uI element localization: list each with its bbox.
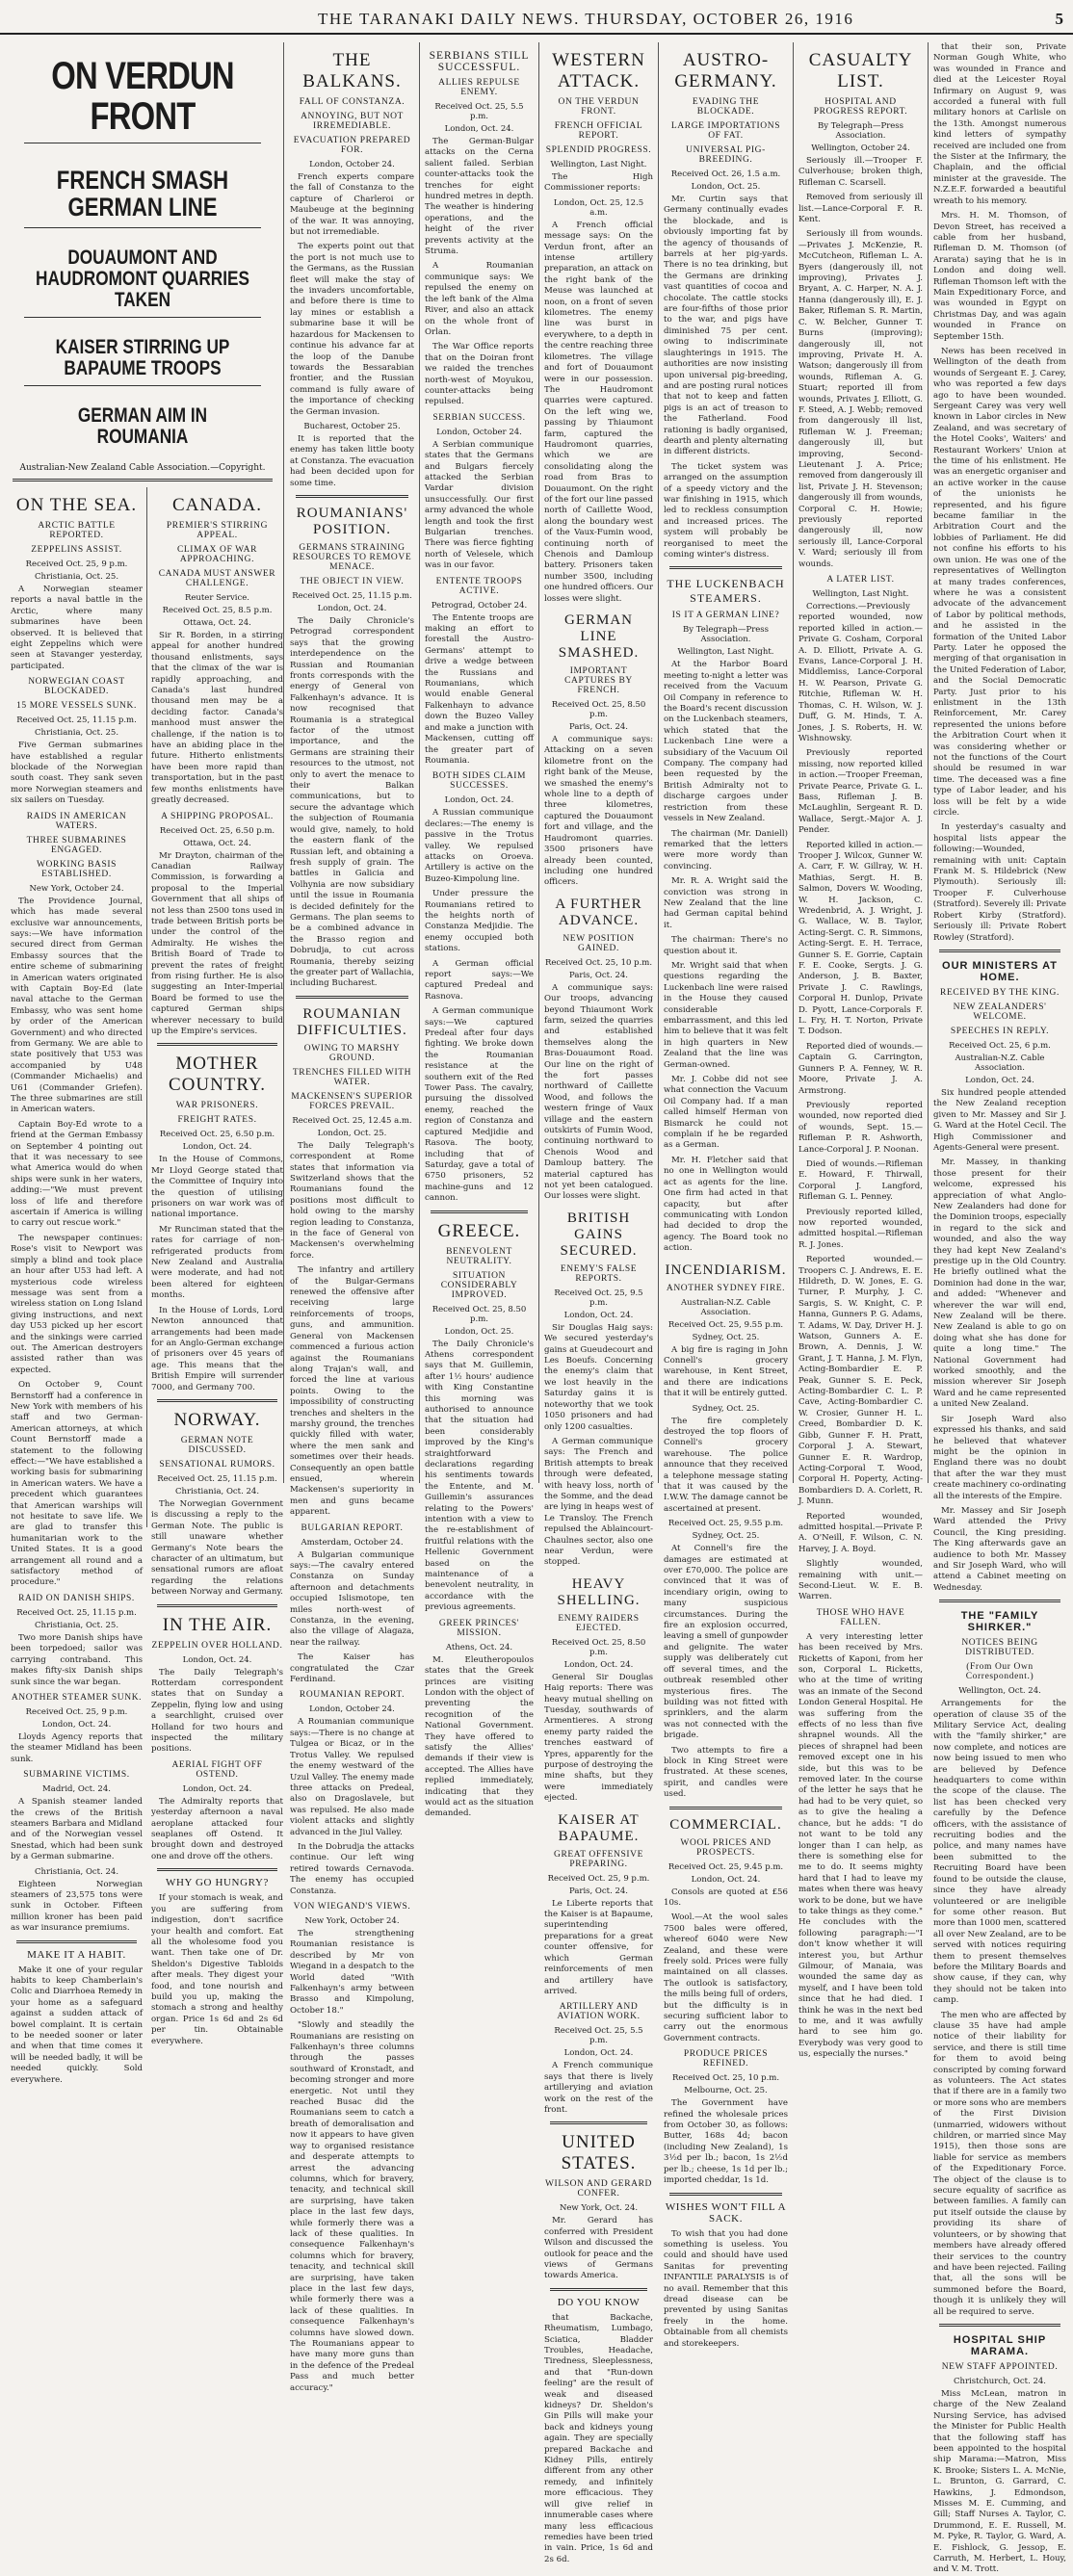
- dateline: London, Oct. 24.: [444, 124, 514, 134]
- lead-deck-3: GERMAN AIM IN ROUMANIA: [77, 403, 208, 448]
- section-title-sea: ON THE SEA.: [15, 495, 138, 516]
- paragraph: In the House of Lords, Lord Newton announced that arrangements had been made for an Anglo-German exchange of prisoners over 45 years of age. This means that the British Empire will surrender 7000, and Germany 700.: [151, 1305, 283, 1392]
- subhead: EVADING THE BLOCKADE.: [692, 97, 760, 117]
- dateline: Paris, Oct. 24.: [568, 1886, 629, 1896]
- dateline: London, Oct. 24.: [182, 1654, 252, 1665]
- paragraph: Mr. R. A. Wright said the conviction was strong in New Zealand that the line had German capital behind it.: [664, 876, 788, 930]
- column-austro-germany: [659, 42, 794, 2349]
- lead-subheadline: FRENCH SMASH GERMAN LINE: [56, 166, 229, 222]
- subhead: ALLIES REPULSE ENEMY.: [438, 78, 520, 97]
- lead-deck-1: DOUAUMONT AND HAUDROMONT QUARRIES TAKEN: [36, 246, 249, 311]
- dateline: Received Oct. 25, 9 p.m.: [25, 1706, 128, 1717]
- column-serbians: [420, 42, 539, 1819]
- paragraph: A German communique says: The French and British attempts to break through were defeated, with heavy loss, north of the Somme, and the dead are lying in heaps west of Le Transloy. The French repulsed the Ablaincourt-Chaulnes sector, also one near Verdun, were stopped.: [544, 1436, 653, 1568]
- subhead: OWING TO MARSHY GROUND.: [303, 1043, 401, 1063]
- dateline: Athens, Oct. 24.: [445, 1642, 513, 1652]
- dateline: Received Oct. 25, 6 p.m.: [949, 1040, 1051, 1051]
- paragraph: Eighteen Norwegian steamers of 23,575 tons were sunk in October. Fifteen million kroner has been paid as war insurance premiums.: [11, 1879, 143, 1934]
- subhead: ON THE VERDUN FRONT.: [558, 97, 640, 117]
- paragraph: A Roumanian communique says: We repulsed the enemy on the left bank of the Alma River, and also an attack on the whole front of Orlan.: [425, 261, 534, 337]
- paragraph: General Sir Douglas Haig reports: There was heavy mutual shelling on Tuesday, southwards of Armentieres. A strong enemy party raided the trenches eastward of Ypres, apparently for the purpose of destroying the mine shafts, but they were immediately ejected.: [544, 1672, 653, 1804]
- subhead: NEW POSITION GAINED.: [563, 933, 635, 953]
- paragraph: Lloyds Agency reports that the steamer Midland has been sunk.: [11, 1731, 143, 1764]
- column-right: [929, 42, 1071, 2575]
- dateline: New York, October 24.: [304, 1915, 400, 1926]
- paragraph: The Daily Telegraph's correspondent at Rome states that information via Switzerland shows that the Roumanians found the positions most difficult to hold owing to the marshy region leading to Constanza, in the face of General von Mackensen's overwhelming force.: [290, 1140, 414, 1261]
- paragraph: Mrs. H. M. Thomson, of Devon Street, has received a cable from her husband, Rifleman D. M. Thomson (of Ararata) saying that he is in London and doing well. Rifleman Thomson left with the Main Expeditionary Force, and was wounded in Egypt on Christmas Day, and was again wounded in France on September 15th.: [933, 211, 1066, 342]
- paragraph: Miss McLean, matron in charge of the New Zealand Nursing Service, has advised the Minister for Public Health that the following staff has been appointed to the hospital ship Marama:—Matron, Miss K. Brooke; Sisters L. A. McNie, L. Brunton, G. Garrard, C. Hawkins, J. Edmondson, Misses M. E. Cumming, and Gill; Staff Nurses A. Taylor, C. Drummond, E. E. Russell, M. M. Pyke, R. Taylor, G. Ward, A. E. Fishlock, G. Jessop, E. Carruth, M. Herbert, L. Houy, and V. M. Trott.: [933, 2388, 1066, 2575]
- section-title-luckenbach: THE LUCKENBACH STEAMERS.: [667, 577, 785, 606]
- subhead: SPEECHES IN REPLY.: [950, 1026, 1050, 1036]
- subhead: FREIGHT RATES.: [177, 1115, 257, 1126]
- dateline: Wellington, Last Night.: [677, 647, 774, 658]
- subhead: SENSATIONAL RUMORS.: [159, 1459, 275, 1470]
- paragraph: It is reported that the enemy has taken little booty at Constanza. The evacuation had been decided upon for some time.: [290, 433, 414, 488]
- paragraph: News has been received in Wellington of the death from wounds of Sergeant E. J. Carey, who was reported a few days ago to have been wounded. Sergeant Carey was very well known in Labor circles in New Zealand, and was secretary of the Hotel Cooks', Waiters' and Restaurant Workers' Union at the time of his enlistment. He was an energetic organiser and an active worker in the cause of the unionists he represented, and his figure became familiar in the Arbitration Court and the lobbies of Parliament. He did not confine his efforts to his own union. He was one of the representatives of Wellington at many trades conferences, where he was a consistent advocate of the advancement of Labor by political methods, and he assisted in the formation of the United Labor Party. Later he opposed the merging of that organisation in the United Federation of Labor, and the Social Democratic Party. Just prior to his enlistment in the 13th Reinforcement, Mr. Carey represented the unions before the Arbitration Court when it was considering whether or not the functions of the Court should be resumed in war time. The deceased was a fine type of Labor leader, and his loss will be felt by a wide circle.: [933, 346, 1066, 819]
- dateline: Received Oct. 25, 9 p.m.: [25, 559, 128, 570]
- paragraph: Sir R. Borden, in a stirring appeal for another hundred thousand enlistments, says that the climax of the war is rapidly approaching, and Canada's last hundred thousand men may be a deciding factor. Canada's manhood must answer the challenge, if the nation is to have an abiding place in the future. Hitherto enlistments have been more rapid than transportation, but in the past few months enlistments have greatly decreased.: [151, 631, 283, 806]
- paragraph: Removed from seriously ill list.—Lance-Corporal F. R. Kent.: [798, 193, 923, 225]
- paragraph: Reported wounded, admitted hospital.—Private P. A. O'Neill, F. Wilson, C. N. Harvey, J. A. Boyd.: [798, 1511, 923, 1554]
- dateline: Received Oct. 25, 8.50 p.m.: [551, 700, 646, 720]
- advert-text: To wish that you had done something is useless. You could and should have used Sanitas for preventing INFANTILE PARALYSIS is of no avail. Remember that this dread disease can be prevented by using Sanitas freely in the home. Obtainable from all chemists and storekeepers.: [664, 2228, 788, 2349]
- paragraph: The fire completely destroyed the top floors of Connell's grocery warehouse. The police announce that they received a telephone message stating that it was caused by the I.W.W. The damage cannot be ascertained at present.: [664, 1416, 788, 1514]
- advert-text: If your stomach is weak, and you are suffering from indigestion, don't sacrifice your health and comfort. Eat all the wholesome food you want. Then take one of Dr. Sheldon's Digestive Tabloids after meals. They digest your food, and tone nourish and build you up, making the stomach a strong and healthy organ. Price 1s 6d and 2s 6d per tin. Obtainable everywhere.: [151, 1893, 283, 2046]
- section-title: HEAVY SHELLING.: [557, 1575, 641, 1608]
- paragraph: The Kaiser has congratulated the Czar Ferdinand.: [290, 1652, 414, 1685]
- paragraph: At Connell's fire the damages are estimated at over £70,000. The police are convinced that it was of incendiary origin, owing to many suspicious circumstances. During the fire an explosion occurred, leaving a smell of gunpowder and gelignite. The water supply was deliberately cut off several times, and the outbreak resembled other mysterious fires. The building was not fitted with sprinklers, and the alarm was not connected with the brigade.: [664, 1544, 788, 1741]
- dateline: Received Oct. 25, 9.5 p.m.: [554, 1288, 643, 1308]
- dateline: Sydney, Oct. 25.: [692, 1332, 760, 1342]
- paragraph: A Russian communique declares:—The enemy is passive in the Trotus valley. We repulsed attacks on Oroeva. Artillery is active on the Buzeo-Kimpolung line.: [425, 808, 534, 884]
- section-title-greece: GREECE.: [437, 1220, 521, 1241]
- paragraph: A communique says: Our troops, advancing beyond Thiaumont Work farm, seized the quarries and established themselves along the Bras-Douaumont Road. Our line on the right of the fort passes northward of Caillette Wood, and follows the western fringe of Vaux village and the eastern outskirts of Fumin Wood, continuing northward to Chenois Wood and Damloup battery. The material captured has not yet been catalogued. Our losses were slight.: [544, 982, 653, 1202]
- subhead: VON WIEGAND'S VIEWS.: [293, 1901, 411, 1912]
- subhead: IMPORTANT CAPTURES BY FRENCH.: [564, 666, 633, 696]
- section-title-in-the-air: IN THE AIR.: [162, 1614, 273, 1635]
- dateline: Received Oct. 25, 10 p.m.: [544, 957, 653, 968]
- subhead: WORKING BASIS ESTABLISHED.: [36, 859, 117, 879]
- paragraph: A French official message says: On the Verdun front, after an intense artillery preparation, an attack on the right bank of the Meuse was launched at noon, on a front of seven kilometres. The enemy line was burst in everywhere, to a depth in the centre reaching three kilometres. The village and fort of Douaumont were in our possession. The Haudromont quarries were captured. On the left wing we, passing by Thiaumont farm, captured the Haudromont quarries, which we are consolidating along the road from Bras to Douaumont. On the right of the fort our line passed north of Caillette Wood, along the boundary west of the Vaux-Fumin wood, continuing north of Chenois and Damloup battery. Prisoners taken number 3500, including one hundred officers. Our losses were slight.: [544, 220, 653, 604]
- dateline: Received Oct. 25, 6.50 p.m.: [159, 1130, 275, 1140]
- section-title-our-ministers: OUR MINISTERS AT HOME.: [942, 959, 1058, 983]
- paragraph: The German-Bulgar attacks on the Cerna salient failed. Serbian counter-attacks took the trenches for eight hundred metres in depth. The weather is hindering operations, and the height of the river prevents activity at the Struma.: [425, 137, 534, 257]
- subhead: THE OBJECT IN VIEW.: [300, 576, 405, 586]
- dateline: London, Oct. 25.: [444, 1326, 514, 1337]
- paragraph: Mr. H. Fletcher said that no one in Wellington would act as agents for the line. One firm had acted in that capacity, but after communicating with London had decided to drop the agency. The Board took no action.: [664, 1155, 788, 1254]
- section-title: ROUMANIAN DIFFICULTIES.: [297, 1005, 407, 1038]
- subhead: RECEIVED BY THE KING.: [940, 987, 1060, 998]
- subhead: WILSON AND GERARD CONFER.: [544, 2179, 652, 2199]
- dateline: New York, Oct. 24.: [559, 2203, 639, 2214]
- paragraph: In the Dobrudja the attacks continue. Our left wing retired towards Cernavoda. The enemy has occupied Constanza.: [290, 1841, 414, 1896]
- subhead: A SHIPPING PROPOSAL.: [161, 811, 274, 821]
- dateline: Received Oct. 25, 11.15 p.m.: [16, 716, 137, 726]
- subhead: ENEMY'S FALSE REPORTS.: [560, 1263, 638, 1284]
- section-title-serbians: SERBIANS STILL SUCCESSFUL.: [429, 50, 530, 73]
- section-title-balkans: THE BALKANS.: [302, 50, 402, 91]
- subhead: 15 MORE VESSELS SUNK.: [16, 701, 137, 712]
- subhead: ZEPPELIN OVER HOLLAND.: [151, 1640, 283, 1651]
- paragraph: The men who are affected by clause 35 have had ample notice of their liability for service, and there is still time for them to avoid being conscripted by coming forward as volunteers. The Act states that if there are in a family two or more sons who are members of the First Division (unmarried, widowers without children, or married since May 1915), then those sons are liable for service as members of the Expeditionary Force. The object of the clause is to secure equality of sacrifice as between families. A family can put itself outside the clause by providing its share of volunteers, or by showing that members have already offered their services to the country and have been rejected. Failing that, all the sons will be summoned before the Board, though it is unlikely they will all be required to serve.: [933, 2010, 1066, 2317]
- paragraph: Six hundred people attended the New Zealand reception given to Mr. Massey and Sir J. G. Ward at the Hotel Cecil. The High Commissioner and Agents-General were present.: [933, 1087, 1066, 1153]
- paragraph: The chairman (Mr. Daniell) remarked that the letters were more wordy than convincing.: [664, 828, 788, 872]
- subhead: PREMIER'S STIRRING APPEAL.: [166, 521, 269, 541]
- dateline: Madrid, Oct. 24.: [42, 1784, 111, 1795]
- column-canada: [147, 487, 287, 2051]
- dateline: Christiania, Oct. 24.: [34, 1866, 119, 1877]
- dateline: Received Oct. 25, 9.55 p.m.: [667, 1319, 784, 1330]
- paragraph: A Roumanian communique says:—There is no change at Tulgea or Bicaz, or in the Trotus Valley. We repulsed the enemy westward of the Uzul Valley. The enemy made three attacks on Predeal, also on Dragoslavele, but was repulsed. He also made violent attacks and slightly advanced in the Jiul Valley.: [290, 1717, 414, 1837]
- dateline: London, Oct. 25.: [317, 1128, 387, 1138]
- section-title-canada: CANADA.: [171, 495, 263, 516]
- dateline: Received Oct. 25, 5.5 p.m.: [434, 102, 524, 121]
- subhead: GERMANS STRAINING RESOURCES TO REMOVE MENACE.: [292, 542, 412, 572]
- newspaper-title: THE TARANAKI DAILY NEWS. THURSDAY, OCTOBER 26, 1916: [318, 10, 854, 28]
- subhead: ANOTHER STEAMER SUNK.: [11, 1692, 143, 1703]
- paragraph: Mr. J. Cobbe did not see what connection the Vacuum Oil Company had. If a man called himself Herman von Bismarck he could not complain if he be regarded as a German.: [664, 1075, 788, 1151]
- paragraph: Two more Danish ships have been torpedoed; sailor was carrying contraband. This makes fifty-six Danish ships sunk since the war began.: [11, 1632, 143, 1687]
- dateline: Ottawa, Oct. 24.: [183, 838, 251, 848]
- paragraph: Slightly wounded, remaining with unit.—Second-Lieut. W. E. B. Warren.: [798, 1559, 923, 1602]
- dateline: Petrograd, October 24.: [431, 600, 528, 611]
- paragraph: "Slowly and steadily the Roumanians are resisting on Falkenhayn's three columns through the passes southward of Kronstadt, and becoming stronger and more energetic. Not until they reached Busac did the Roumanians seem to catch a breath of demoralisation and now it appears to have given way to organised resistance and desperate attempts to arrest the advancing columns, which for bravery, tenacity, and technical skill are surprising, have taken place in the last few days, while formerly there was a lack of these qualities. In consequence Falkenhayn's columns which for bravery, tenacity, and technical skill are surprising, have taken place in the last few days, while formerly there was a lack of these qualities. In consequence Falkenhayn's columns have slowed down. The Roumanians appear to have many more guns than in the defence of the Predeal Pass and much better accuracy.": [290, 2020, 414, 2393]
- subhead: NOTICES BEING DISTRIBUTED.: [961, 1638, 1038, 1658]
- subhead: ARCTIC BATTLE REPORTED.: [38, 521, 116, 541]
- dateline: Received Oct. 25, 5.5 p.m.: [554, 2026, 643, 2046]
- paragraph: Seriously ill from wounds.—Privates J. McKenzie, R. McCutcheon, Rifleman L. A. Byers (dangerously ill, not improving), Privates J. Bryant, A. C. Harper, N. A. J. Hanna (dangerously ill), E. J. Baker, Rifleman S. R. Martin, C. W. Belcher, Gunner T. Burns (improving); dangerously ill, not improving, Private H. A. Watson; dangerously ill from wounds, Rifleman A. G. Stuart; reported ill from wounds, Privates J. Elliott, G. F. Steed, A. J. Webb; removed from dangerously ill list, Rifleman W. J. Freeman; dangerously ill, but improving, Second-Lieutenant J. A. Price; removed from dangerously ill list, Private J. H. Stevenson; dangerously ill from wounds, Corporal C. H. Howie; previously reported dangerously ill, now seriously ill, Lance-Corporal V. Ward; seriously ill from wounds.: [798, 229, 923, 569]
- dateline: Received Oct. 25, 8.50 p.m.: [432, 1304, 527, 1324]
- subhead: A LATER LIST.: [826, 575, 895, 585]
- dateline: Christiania, Oct. 25.: [34, 1620, 119, 1630]
- paragraph: Mr. Curtin says that Germany continually evades the blockade, and is obviously importing fat by the agency of thousands of barrels at her pig-yards. There is no tea drinking, but the Germans are drinking vast quantities of cocoa and chocolate. The cattle stocks are four-fifths of those prior to the war, and pigs have diminished 75 per cent. owing to indiscriminate slaughterings in 1915. The authorities are now insisting upon universal pig-breeding, and are posting rural notices that not to keep and fatten pigs is an act of treason to the Fatherland. Food rationing is badly organised, dearth and plenty alternating in different districts.: [664, 195, 788, 457]
- dateline: London, Oct. 25, 12.5 a.m.: [553, 197, 644, 218]
- paragraph: A Spanish steamer landed the crews of the British steamers Barbara and Midland and of the Norwegian vessel Snestad, which had been sunk by a German submarine.: [11, 1797, 143, 1862]
- paragraph: The Entente troops are making an effort to forestall the Austro-Germans' attempt to drive a wedge between the Russians and Roumanians, which would enable General Falkenhayn to advance down the Buzeo Valley and make a junction with Mackensen, cutting off the greater part of Roumania.: [425, 612, 534, 766]
- paragraph: Under pressure the Roumanians retired to the heights north of Constanza Medjidie. The enemy occupied both stations.: [425, 889, 534, 954]
- masthead: [0, 8, 1073, 35]
- paragraph: Arrangements for the operation of clause 35 of the Military Service Act, dealing with the "family shirker," are now complete, and notices are now being issued to men who are believed by Defence headquarters to come within the scope of the clause. The list has been checked very carefully by the Defence officers, with the assistance of recruiting bodies and the police, and many names have been submitted to the Recruiting Board have been found to be outside the clause, since they have already volunteered or are ineligible for some other reason. But more than 1000 men, scattered all over New Zealand, are to be served with notices requiring them to present themselves before the Military Boards and show cause, if they can, why they should not be taken into camp.: [933, 1699, 1066, 2006]
- paragraph: The High Commissioner reports:: [544, 172, 653, 194]
- paragraph: Wool.—At the wool sales 7500 bales were offered, whereof 6040 were New Zealand, and these were freely sold. Prices were fully maintained on all classes. The outlook is satisfactory, the mills being full of orders, but the difficulty is in securing sufficient labor to carry out the enormous Government contracts.: [664, 1912, 788, 2043]
- paragraph: The War Office reports that on the Doiran front we raided the trenches north-west of Moyukou, counter-attacks being repulsed.: [425, 342, 534, 407]
- subhead: IS IT A GERMAN LINE?: [671, 611, 780, 621]
- paragraph: The Government have refined the wholesale prices from October 30, as follows: Butter, 168s 4d; bacon (including New Zealand), 1s 3½d per lb.; bacon, 1s 2½d per lb.; cheese, 1s 1d per lb.; imported cheddar, 1s 1d.: [664, 2098, 788, 2186]
- dateline: Received Oct. 25, 9.45 p.m.: [667, 1861, 784, 1872]
- subhead: RAID ON DANISH SHIPS.: [18, 1593, 135, 1603]
- subhead: GREEK PRINCES' MISSION.: [438, 1618, 520, 1638]
- paragraph: The Norwegian Government is discussing a reply to the German Note. The public is still unaware whether Germany's Note bears the character of an ultimatum, but sensational rumors are afloat regarding the relations between Norway and Germany.: [151, 1498, 283, 1598]
- paragraph: The infantry and artillery of the Bulgar-Germans renewed the offensive after receiving large reinforcements of troops, guns, and ammunition. General von Mackensen commenced a furious action against the Roumanians along Trajan's wall, and forced the line at various points. Owing to the impossibility of constructing trenches and shelters in the marshy ground, the trenches quickly filled with water, where the men sank and sometimes over their heads. Consequently an open battle ensued, wherein Mackensen's superiority in men and guns became apparent.: [290, 1265, 414, 1518]
- subhead: UNIVERSAL PIG-BREEDING.: [686, 145, 766, 165]
- paragraph: The newspaper continues: Rose's visit to Newport was simply a blind and took place an hour after U53 had left. A mysterious code wireless message was sent from a wireless station on Long Island giving instructions, and next day U53 picked up her escort and the sinkings were carried out. The American destroyers assisted rather than was expected.: [11, 1233, 143, 1375]
- dateline: Wellington, Oct. 24.: [958, 1686, 1041, 1697]
- subhead: ARTILLERY AND AVIATION WORK.: [557, 2002, 641, 2022]
- paragraph: A Serbian communique states that the Germans and Bulgars fiercely attacked the Serbian Vardar division unsuccessfully. Our first army advanced the whole length and took the first Bulgarian trenches. There was fierce fighting north of Velesele, which was in our favor.: [425, 439, 534, 571]
- subhead: EVACUATION PREPARED FOR.: [293, 136, 411, 155]
- section-title: INCENDIARISM.: [665, 1262, 787, 1278]
- paragraph: Mr. Massey, in thanking those present for their welcome, expressed his appreciation of what Anglo-New Zealanders had done for the Dominion troops, especially in regard to the sick and wounded, and also the way they had kept New Zealand's prestige up in the Old Country. He briefly outlined what the Dominion had done in the war, and added: "Whenever and wherever the war will end, New Zealand will be there. New Zealand is able to go on doing what she has done for quite a long time." The National Government had worked smoothly, and the mission wherever Sir Joseph Ward and he came represented a united New Zealand.: [933, 1158, 1066, 1410]
- paragraph: The chairman: There's no question about it.: [664, 935, 788, 956]
- paragraph: The experts point out that the port is not much use to the Germans, as the Russian fleet will make the stay of the invaders uncomfortable, and before there is time to lay mines or establish a submarine base it will be hazardous for Mackensen to continue his advance far at the loop of the Danube towards the Bessarabian frontier, and the Russian command is fully aware of the importance of checking the German invasion.: [290, 242, 414, 417]
- column-lead: [2, 42, 284, 2085]
- byline: Australian-N.Z. Cable Association.: [681, 1297, 771, 1317]
- dateline: Christiania, Oct. 25.: [34, 728, 119, 739]
- dateline: Paris, Oct. 24.: [568, 722, 629, 733]
- column-western-attack: [539, 42, 659, 2564]
- dateline: London, Oct. 24.: [691, 1874, 761, 1885]
- dateline: Christiania, Oct. 24.: [174, 1486, 260, 1496]
- dateline: Received Oct. 25, 11.15 p.m.: [292, 590, 412, 601]
- paragraph: Previously reported wounded, now reported died of wounds, Sept. 15.—Rifleman P. R. Ashworth, Lance-Corporal J. P. Noonan.: [798, 1100, 923, 1155]
- lead-byline: Australian-New Zealand Cable Association.—Copyright.: [19, 463, 266, 474]
- dateline: Sydney, Oct. 25.: [692, 1531, 760, 1542]
- subhead: RAIDS IN AMERICAN WATERS.: [26, 811, 127, 831]
- paragraph: A communique says: Attacking on a seven kilometre front on the right bank of the Meuse, we smashed the enemy's whole line to a depth of three kilometres, captured the Douaumont fort and village, and the Haudromont quarries. 3500 prisoners have already been counted, including one hundred officers.: [544, 735, 653, 888]
- dateline: London, Oct. 24.: [182, 1142, 252, 1153]
- subhead: HOSPITAL AND PROGRESS REPORT.: [813, 97, 908, 117]
- byline: Australian-N.Z. Cable Association.: [955, 1053, 1045, 1073]
- paragraph: In the House of Commons, Mr Lloyd George stated that the Committee of Inquiry into the question of utilising prisoners on war work was of national importance.: [151, 1155, 283, 1220]
- dateline: London, Oct. 25.: [691, 182, 761, 192]
- dateline: London, October 24.: [309, 1704, 395, 1715]
- dateline: Received Oct. 25, 6.50 p.m.: [159, 825, 275, 836]
- dateline: Paris, Oct. 24.: [568, 970, 629, 980]
- subhead: SITUATION CONSIDERABLY IMPROVED.: [440, 1270, 518, 1300]
- paragraph: Mr. Massey and Sir Joseph Ward attended the Privy Council, the King presiding. The King afterwards gave an audience to both Mr. Massey and Sir Joseph Ward, who will attend a Cabinet meeting on Wednesday.: [933, 1505, 1066, 1593]
- subhead: ROUMANIAN REPORT.: [299, 1690, 406, 1701]
- subhead: BULGARIAN REPORT.: [301, 1522, 404, 1533]
- subhead: ENEMY RAIDERS EJECTED.: [558, 1613, 640, 1633]
- dateline: London, Oct. 24.: [965, 1075, 1034, 1085]
- dateline: Ottawa, Oct. 24.: [183, 618, 251, 629]
- section-title: KAISER AT BAPAUME.: [558, 1811, 640, 1844]
- paragraph: Previously reported killed, now reported wounded, admitted hospital.—Rifleman R. J. Jones.: [798, 1207, 923, 1250]
- dateline: Received Oct. 26, 1.5 a.m.: [670, 169, 781, 179]
- subhead: FALL OF CONSTANZA.: [299, 97, 406, 107]
- dateline: Bucharest, October 25.: [303, 421, 401, 431]
- dateline: Received Oct. 25, 9.55 p.m.: [667, 1519, 784, 1529]
- paragraph: Five German submarines have established a regular blockade of the Norwegian south coast. They sank seven more Norwegian steamers and six sailers on Tuesday.: [11, 741, 143, 806]
- dateline: London, Oct. 24.: [444, 795, 514, 806]
- paragraph: Consols are quoted at £56 10s.: [664, 1886, 788, 1908]
- subhead: FRENCH OFFICIAL REPORT.: [554, 121, 643, 141]
- paragraph: Died of wounds.—Rifleman E. Howard, F. Thirwall, Corporal J. Langford, Rifleman G. L. Penney.: [798, 1158, 923, 1203]
- dateline: Received Oct. 25, 10 p.m.: [671, 2073, 780, 2084]
- paragraph: A Norwegian steamer reports a naval battle in the Arctic, where many submarines have been observed. It is believed that eight Zeppelins which were seen at Stavanger yesterday, participated.: [11, 585, 143, 671]
- section-title-family-shirker: THE "FAMILY SHIRKER.": [960, 1610, 1039, 1634]
- subhead: CLIMAX OF WAR APPROACHING.: [176, 545, 258, 565]
- column-balkans: [285, 42, 420, 2393]
- paragraph: A German official report says:—We captured Predeal and Rasnova.: [425, 958, 534, 1002]
- dateline: Received Oct. 25, 9 p.m.: [547, 1873, 650, 1884]
- page-number: 5: [1055, 10, 1063, 28]
- subhead: WAR PRISONERS.: [175, 1101, 259, 1111]
- dateline: London, Oct. 24.: [317, 603, 387, 613]
- subhead: ENTENTE TROOPS ACTIVE.: [435, 576, 523, 596]
- subhead: LARGE IMPORTATIONS OF FAT.: [670, 121, 781, 141]
- subhead: MACKENSEN'S SUPERIOR FORCES PREVAIL.: [291, 1091, 413, 1111]
- section-title-austro-germany: AUSTRO-GERMANY.: [674, 50, 777, 91]
- dateline: London, Oct. 24.: [563, 1659, 634, 1670]
- dateline: Received Oct. 25, 12.45 a.m.: [292, 1115, 412, 1126]
- section-title-western-attack: WESTERN ATTACK.: [552, 50, 645, 91]
- dateline: Sydney, Oct. 25.: [692, 1403, 760, 1414]
- paragraph: The ticket system was arranged on the assumption of a speedy victory and the war finishing in 1915, which led to reckless consumption and increased prices. The system will probably be reorganised to meet the coming winter's distress.: [664, 461, 788, 559]
- dateline: Amsterdam, October 24.: [301, 1537, 404, 1548]
- byline: By Telegraph—Press Association.: [682, 625, 770, 645]
- subhead: GREAT OFFENSIVE PREPARING.: [553, 1849, 643, 1869]
- advert-title: DO YOU KNOW: [557, 2296, 641, 2308]
- paragraph: The Providence Journal, which has made several exclusive war announcements, says:—We have information secured direct from German Embassy sources that the entire scheme of submarining in American waters originated with Captain Boy-Ed (late naval attache to the German Embassy, who was sent home by order of the American Government) and who directed from Germany. We are able to state positively that U53 was accompanied by U48 (Commander Michaelis) and U61 (Commander Griefen). The three submarines are still in American waters.: [11, 896, 143, 1115]
- paragraph: Mr Drayton, chairman of the Canadian Railway Commission, is forwarding a proposal to the Imperial Government that all ships of not less than 2500 tons used in trade between British ports be under the control of the Admiralty. He wishes the British Board of Trade to prevent the rates of freight from rising further. He is also suggesting an Inter-Imperial Board be formed to use the captured German ships wherever necessary to build up the Empire's services.: [151, 850, 283, 1037]
- subhead: AERIAL FIGHT OFF OSTEND.: [171, 1759, 263, 1780]
- paragraph: M. Eleutheropoulos states that the Greek princes are visiting London with the object of preventing the recognition of the National Government. They have offered to satisfy the Allies' demands if their view is accepted. The Allies have replied immediately, indicating that they would act as the situation demanded.: [425, 1654, 534, 1819]
- section-title: GERMAN LINE SMASHED.: [558, 612, 640, 662]
- paragraph: The Admiralty reports that yesterday afternoon a naval aeroplane attacked four seaplanes off Ostend. It brought down and destroyed one and drove off the others.: [151, 1796, 283, 1861]
- paragraph: Reported wounded.—Troopers C. J. Andrews, E. E. Hildreth, D. W. Jones, E. G. Turner, P. Murphy, J. C. Sargis, S. W. Knight, C. P. Hanna, Gunners P. G. Adams, T. Adams, W. Day, Driver H. J. Watson, Gunners A. E. Brown, A. Dennis, J. W. Grant, J. T. Hanna, J. M. Flyn, Acting-Bombardier E. P. Peak, Gunner S. E. Peck, Acting-Bombardier C. L. P. Cave, Acting-Bombardier C. W. Crosier, Gunner H. L. Creed, Bombardier D. K. Gibb, Gunner F. H. Pratt, Corporal J. A. Stewart, Gunner E. R. Wardrop, Acting-Corporal T. Wood, Corporal H. Poperty, Acting-Bombardiers D. A. Corlett, R. J. Munn.: [798, 1255, 923, 1507]
- section-title-mother-country: MOTHER COUNTRY.: [168, 1054, 267, 1096]
- subhead: SUBMARINE VICTIMS.: [23, 1770, 130, 1781]
- dateline: London, Oct. 24.: [563, 2048, 634, 2059]
- subhead: THOSE WHO HAVE FALLEN.: [816, 1607, 905, 1627]
- lead-deck-2: KAISER STIRRING UP BAPAUME TROOPS: [55, 335, 230, 379]
- subhead: NORWEGIAN COAST BLOCKADED.: [28, 677, 125, 697]
- paragraph: Sir Joseph Ward also expressed his thanks, and said he believed that whatever might be the opinion in England there was no doubt that after the war they must create machinery co-ordinating all the interests of the Empire.: [933, 1414, 1066, 1501]
- subhead: GERMAN NOTE DISCUSSED.: [180, 1435, 254, 1455]
- paragraph: Mr. Wright said that when questions regarding the Luckenbach line were raised in the House they caused considerable embarrassment, and this led him to believe that it was felt in high quarters in New Zealand that the line was German-owned.: [664, 960, 788, 1070]
- subhead: ANNOYING, BUT NOT IRREMEDIABLE.: [301, 112, 404, 131]
- paragraph: The Daily Telegraph's Rotterdam correspondent states that on Sunday a Zeppelin, flying low and using a searchlight, cruised over Holland for two hours and inspected the military positions.: [151, 1667, 283, 1755]
- dateline: Christiania, Oct. 25.: [34, 572, 119, 583]
- dateline: New York, October 24.: [29, 883, 124, 894]
- dateline: Wellington, October 24.: [811, 143, 910, 153]
- section-title: A FURTHER ADVANCE.: [555, 896, 642, 928]
- dateline: London, Oct. 24.: [41, 1719, 112, 1730]
- paragraph: On October 9, Count Bernstorff had a conference in New York with members of his staff and two German-American attorneys, at which Count Bernstorff made a statement to the following effect:—"We have established a working basis for submarining in American waters. We have a precedent which guarantees that American warships will not hesitate to save life. We are glad to transfer this humanitarian work to the United States. It is a good arrangement all round and a satisfactory method of procedure.": [11, 1380, 143, 1588]
- subhead: BOTH SIDES CLAIM SUCCESSES.: [432, 771, 527, 792]
- dateline: Christchurch, Oct. 24.: [953, 2376, 1046, 2386]
- section-title-casualty-list: CASUALTY LIST.: [808, 50, 913, 91]
- section-title: ROUMANIANS' POSITION.: [296, 505, 408, 537]
- paragraph: A French communique says that there is lively artillerying and aviation work on the rest of the front.: [544, 2061, 653, 2115]
- subhead: SERBIAN SUCCESS.: [432, 412, 526, 423]
- paragraph: The Daily Chronicle's Petrograd correspondent says that the growing interdependence on the Russian and Roumanian fronts corresponds with the energy of General von Falkenhayn's advance. It is now recognised that Roumania is a strategical factor of the utmost importance, and the Germans are straining their resources to the utmost, not only to avert the menace to their Balkan communications, but to secure the advantage which the subjection of Roumania would give, namely, to hold the eastern flank of the Russian left, and obtaining a fresh supply of grain. The battles in Galicia and Volhynia are now subsidiary until the issue in Roumania is decided definitely for the Germans. The plan seems to be a combined advance in the Brasso region and Dobrudja, to cut across Roumania, thereby seizing the greater part of Wallachia, including Bucharest.: [290, 615, 414, 989]
- subhead: WOOL PRICES AND PROSPECTS.: [680, 1837, 772, 1858]
- section-title-hospital-ship: HOSPITAL SHIP MARAMA.: [953, 2333, 1047, 2357]
- paragraph: French experts compare the fall of Constanza to the capture of Charleroi or Maubeuge at the beginning of the war. It was annoying, but not irremediable.: [290, 172, 414, 238]
- subhead: NEW STAFF APPOINTED.: [941, 2361, 1059, 2372]
- section-title: BRITISH GAINS SECURED.: [560, 1210, 638, 1259]
- subhead: TRENCHES FILLED WITH WATER.: [292, 1067, 412, 1087]
- dateline: London, Oct. 24.: [563, 1310, 634, 1320]
- paragraph: A German communique says:—We captured Predeal after four days fighting. We broke down the Roumanian resistance at the southern exit of the Red Tower Pass. The cavalry, pursuing the dissolved enemy, reached the region of Constanza and captured Medjidie and Rasova. The booty, including that of Saturday, gave a total of 6750 prisoners, 52 machine-guns and 12 cannon.: [425, 1006, 534, 1204]
- dateline: Received Oct. 25, 11.15 p.m.: [157, 1473, 277, 1484]
- paragraph: The Daily Chronicle's Athens correspondent says that M. Guillemin, after 1½ hours' audience with King Constantine this morning was authorised to announce that the situation had been considerably improved by the King's straightforward declarations regarding his sentiments towards the Entente, and M. Guillemin's assurances relating to the Powers' intention with a view to the re-establishment of fruitful relations with the Hellenic Government based on the maintenance of a benevolent neutrality, in accordance with the previous agreements.: [425, 1339, 534, 1613]
- subhead: BENEVOLENT NEUTRALITY.: [446, 1246, 512, 1266]
- column-casualty-list: [794, 42, 929, 2060]
- advert-text: Make it one of your regular habits to keep Chamberlain's Colic and Diarrhoea Remedy in your home as a safeguard against a sudden attack of bowel complaint. It is certain to be needed sooner or later and when that time comes it will be needed badly, it will be needed quickly. Sold everywhere.: [11, 1965, 143, 2085]
- paragraph: A very interesting letter has been received by Mrs. Ricketts of Kaponi, from her son, Corporal L. Ricketts, who at the time of writing was an inmate of the Second London General Hospital. He was suffering from the effects of no less than five shrapnel wounds. All the pieces of shrapnel had been removed except one in his side, but this was to be removed later. In the course of the letter he says that he had had to be very quiet, so as to give the healing a chance, but he adds: "I do not want to be told any longer than I can help, as there is something else for me to do. It seems mighty hard that I had to leave my mates when there was heavy work to be done, but we have to take things as they come." He concludes with the following paragraph:—"I don't know whether it will interest you, but Arthur Gilmour, of Manaia, was wounded the same day as myself, and I have been told since that he had died. I think he was in the next bed to me, and it was awfully hard to see him go. Everybody was very good to us, especially the nurses.": [798, 1631, 924, 2060]
- advert-title: WISHES WON'T FILL A SACK.: [665, 2200, 787, 2225]
- column-on-the-sea: [7, 487, 146, 2090]
- paragraph: Mr Runciman stated that the rates for carriage of non-refrigerated products from New Zealand and Australia were moderate, and had not been altered for eighteen months.: [151, 1224, 283, 1301]
- dateline: Melbourne, Oct. 25.: [684, 2086, 768, 2096]
- paragraph: At the Harbor Board meeting to-night a letter was received from the Vacuum Oil Company in reference to the Board's recent discussion on the Luckenbach steamers, which stated that the Luckenbach Line were a subsidiary of the Vacuum Oil Company. The company had been requested by the British Admiralty not to discharge cargoes under restriction from these vessels in New Zealand.: [664, 660, 788, 824]
- dateline: Wellington, Last Night.: [812, 589, 909, 600]
- paragraph: Corrections.—Previously reported wounded, now reported killed in action.—Private G. Cosham, Corporal A. D. Elliott, Private A. G. Evans, Lance-Corporal J. H. Middlemiss, Lance-Corporal H. W. Pearson, Private G. Ritchie, Rifleman W. H. Thomas, C. H. Wilson, W. J. Duff, G. M. Hinds, T. A. Jones, J. S. Roberts, H. W. Wishnowsky.: [798, 602, 923, 743]
- dateline: Received Oct. 25, 8.50 p.m.: [551, 1637, 646, 1657]
- paragraph: Seriously ill.—Trooper F. Culverhouse; broken thigh, Rifleman C. Scarsell.: [798, 156, 923, 188]
- dateline: Received Oct. 25, 8.5 p.m.: [162, 606, 273, 616]
- subhead: PRODUCE PRICES REFINED.: [683, 2049, 769, 2069]
- paragraph: A big fire is raging in John Connell's grocery warehouse, in Kent Street, and there are indications that it will be entirely gutted.: [664, 1344, 788, 1399]
- subhead: (From Our Own Correspondent.): [965, 1662, 1034, 1682]
- paragraph: Mr. Gerard has conferred with President Wilson and discussed the outlook for peace and the views of Germans towards America.: [544, 2216, 653, 2281]
- subhead: NEW ZEALANDERS' WELCOME.: [953, 1002, 1047, 1022]
- paragraph: Previously reported missing, now reported killed in action.—Trooper Freeman, Private Pearce, Private G. L. Bass, Rifleman J. B. McLaughlin, Sergeant R. D. Wallace, Sergt.-Major A. J. Pender.: [798, 748, 923, 836]
- subhead: SPLENDID PROGRESS.: [545, 145, 652, 155]
- advert-text: that Backache, Rheumatism, Lumbago, Sciatica, Bladder Troubles, Headache, Tiredness, Sleeplessness, and that "Run-down feeling" are the result of weak and diseased kidneys? Dr. Sheldon's Gin Pills will make your back and kidneys young again. They are specially prepared Backache and Kidney Pills, entirely different from any other remedy, and infinitely more efficacious. They will give relief in innumerable cases where many less efficacious remedies have been tried in vain. Price, 1s 6d and 2s 6d.: [544, 2312, 653, 2564]
- section-title-norway: NORWAY.: [173, 1409, 261, 1430]
- paragraph: Two attempts to fire a block in King Street were frustrated. At these scenes, spirit, and candles were used.: [664, 1745, 788, 1800]
- advert-title: WHY GO HUNGRY?: [166, 1877, 269, 1889]
- paragraph: Captain Boy-Ed wrote to a friend at the German Embassy on September 4 pointing out that it was necessary to see what America would do when ships were sunk in her waters, adding:—"We must prevent loss of life and therefore ascertain if America is willing to carry out rescue work.": [11, 1119, 143, 1229]
- dateline: London, October 24.: [436, 427, 522, 437]
- dateline: London, Oct. 24.: [182, 1783, 252, 1794]
- paragraph: A Bulgarian communique says:—The cavalry entered Constanza on Sunday afternoon and detachments occupied Islismotope, ten miles north-west of Constanza, in the evening, also the village of Alagaza, near the railway.: [290, 1549, 414, 1648]
- dateline: London, October 24.: [309, 160, 395, 169]
- dateline: Wellington, Last Night.: [550, 160, 647, 169]
- lead-headline: ON VERDUN FRONT: [51, 55, 234, 138]
- dateline: Reuter Service.: [184, 593, 250, 604]
- byline: By Telegraph—Press Association.: [817, 121, 904, 141]
- paragraph: Reported killed in action.—Trooper J. Wilcox, Gunner W. A. Carr, F. W. Gillray, W. H. Mathias, Sergt. H. B. Salmon, Dovers W. Wooding, W. H. Jackson, C. Wredenbrid, A. J. Wright, J. G. Wallace, W. B. Taylor, Acting-Sergt. C. R. Simmons, Acting-Sergt. E. H. Terrace, Gunner S. E. Gorrie, Captain F. E. Cooke, Sergts. J. G. Anderson, J. B. Baxter, Private J. C. Rawlings, Corporal H. Dunlop, Private D. Pyott, Lance-Corporals F. L. Fry, H. T. Norton, Private T. Dodson.: [798, 840, 923, 1037]
- subhead: THREE SUBMARINES ENGAGED.: [26, 835, 127, 855]
- section-title-united-states: UNITED STATES.: [561, 2132, 637, 2174]
- paragraph: Reported died of wounds.—Captain G. Carrington, Gunners P. A. Fenney, W. R. Moore, Private J. A. Armstrong.: [798, 1041, 923, 1096]
- paragraph: The strengthening Roumanian resistance is described by Mr von Wiegand in a despatch to the World dated "With Falkenhayn's army between Brasso and Kimpolung, October 18.": [290, 1928, 414, 2016]
- advert-title: MAKE IT A HABIT.: [27, 1948, 126, 1961]
- paragraph: In yesterday's casualty and hospital lists appear the following:—Wounded, remaining with unit: Captain Frank M. S. Hildebrick (New Plymouth). Seriously ill: Trooper F. Culverhouse (Stratford). Severely ill: Private Robert Kirby (Stratford). Seriously ill: Private Robert Rowley (Stratford).: [933, 822, 1066, 943]
- dateline: Received Oct. 25, 11.15 p.m.: [16, 1607, 137, 1618]
- paragraph: Le Liberte reports that the Kaiser is at Bapaume, superintending preparations for a great counter offensive, for which German reinforcements of men and artillery have arrived.: [544, 1898, 653, 1996]
- paragraph: Sir Douglas Haig says: We secured yesterday's gains at Gueudecourt and Les Boeufs. Concerning the enemy's claim that we lost heavily in the Saturday gains it is noteworthy that we took 1050 prisoners and had only 1200 casualties.: [544, 1322, 653, 1432]
- subhead: ANOTHER SYDNEY FIRE.: [666, 1283, 786, 1293]
- subhead: ZEPPELINS ASSIST.: [31, 545, 122, 556]
- subhead: CANADA MUST ANSWER CHALLENGE.: [158, 569, 276, 589]
- paragraph: that their son, Private Norman Gough White, who was wounded in France and died at the Leicester Royal Infirmary on August 9, was accorded a funeral with full military honors at Carlisle on the 13th. Amongst numerous kind letters of sympathy received are included one from the Sister at the Infirmary, the Chaplain, and the official minister at the graveside. The N.Z.E.F. forwarded a beautiful wreath to his memory.: [933, 42, 1066, 206]
- section-title-commercial: COMMERCIAL.: [669, 1816, 782, 1833]
